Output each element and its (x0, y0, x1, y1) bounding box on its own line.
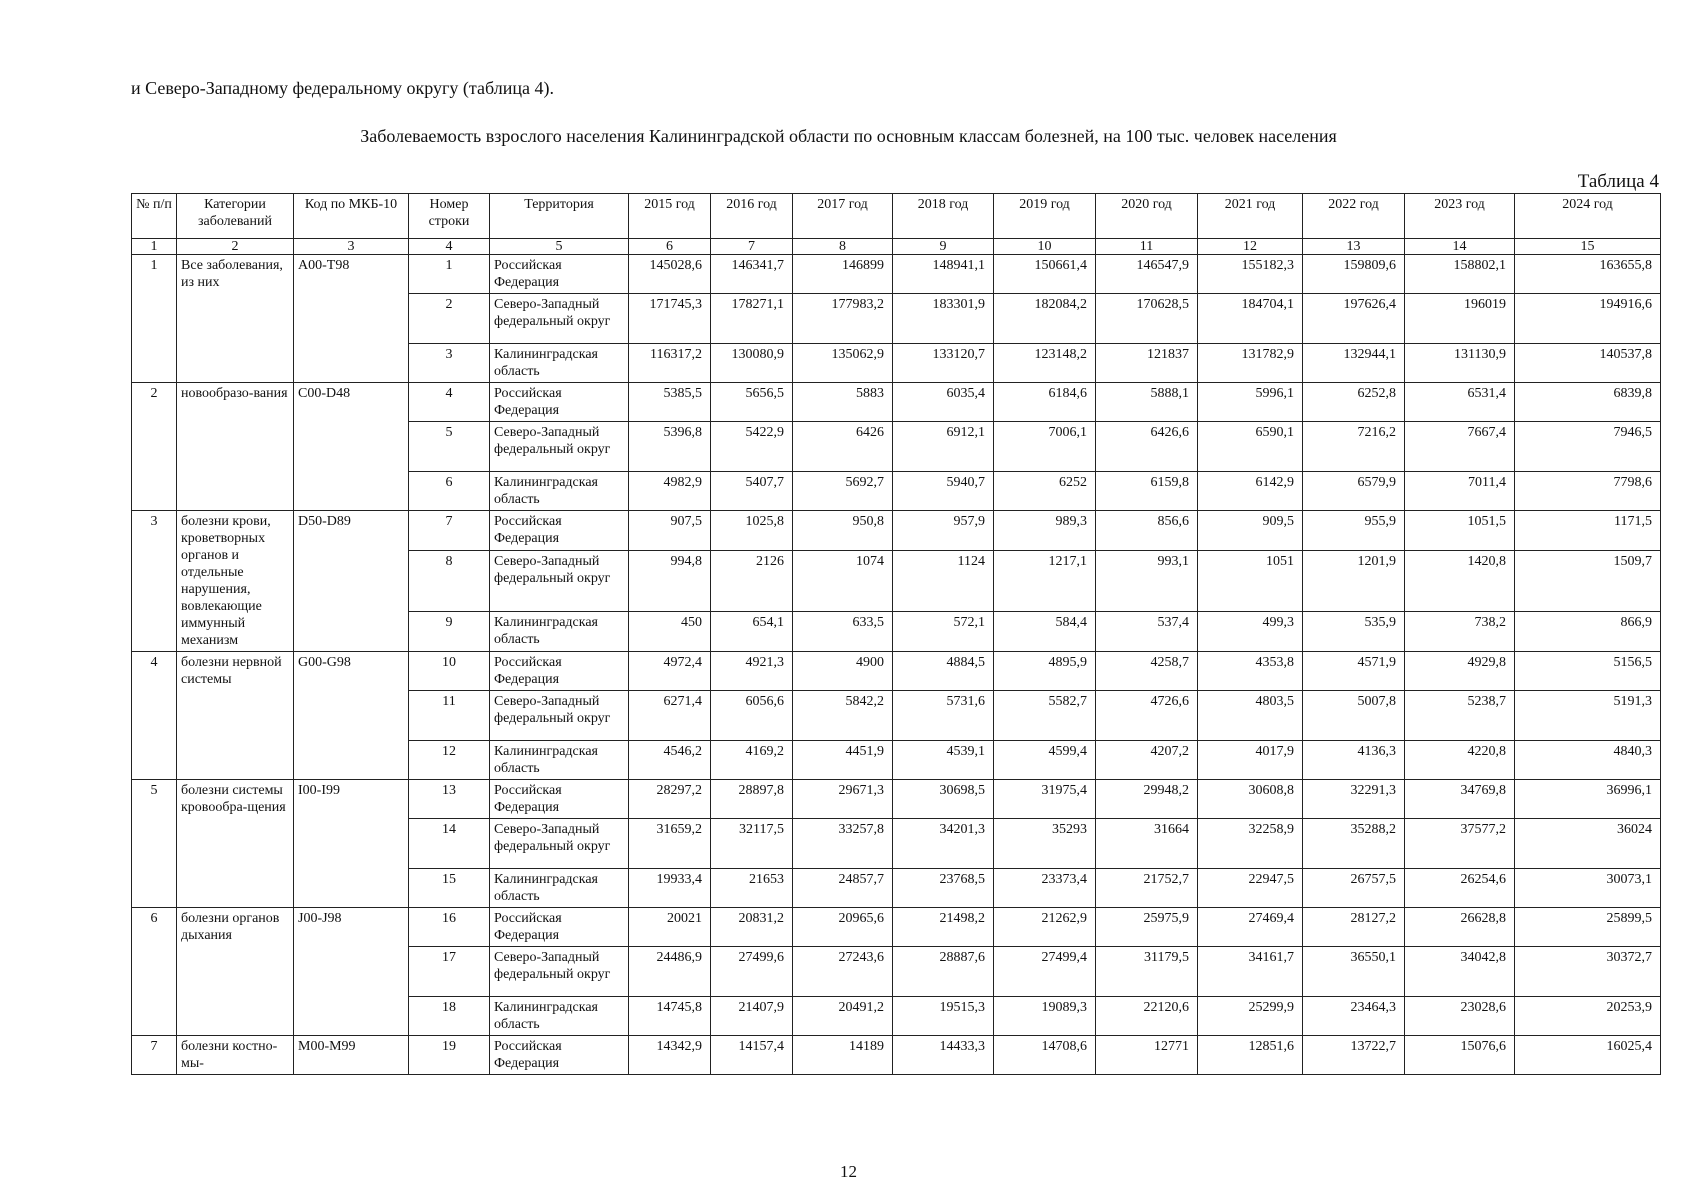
value-cell: 6252,8 (1303, 383, 1405, 422)
territory-cell: Калининградская область (490, 741, 629, 780)
value-cell: 163655,8 (1515, 255, 1661, 294)
value-cell: 28127,2 (1303, 908, 1405, 947)
value-cell: 13722,7 (1303, 1036, 1405, 1075)
value-cell: 22120,6 (1096, 997, 1198, 1036)
value-cell: 23768,5 (893, 869, 994, 908)
value-cell: 21407,9 (711, 997, 793, 1036)
territory-cell: Калининградская область (490, 611, 629, 651)
value-cell: 20965,6 (793, 908, 893, 947)
category-cell: болезни системы кровообра-щения (177, 780, 294, 908)
value-cell: 4726,6 (1096, 691, 1198, 741)
column-number: 12 (1198, 239, 1303, 255)
value-cell: 12851,6 (1198, 1036, 1303, 1075)
table-row (132, 908, 1661, 947)
column-number: 4 (409, 239, 490, 255)
group-number-cell: 1 (132, 255, 177, 383)
line-number-cell: 10 (409, 652, 490, 691)
line-number-cell: 3 (409, 344, 490, 383)
territory-cell: Российская Федерация (490, 1036, 629, 1075)
value-cell: 5731,6 (893, 691, 994, 741)
table-row (132, 383, 1661, 422)
value-cell: 5582,7 (994, 691, 1096, 741)
line-number-cell: 14 (409, 819, 490, 869)
line-number-cell: 11 (409, 691, 490, 741)
column-number: 8 (793, 239, 893, 255)
value-cell: 159809,6 (1303, 255, 1405, 294)
value-cell: 7006,1 (994, 422, 1096, 472)
value-cell: 14157,4 (711, 1036, 793, 1075)
territory-cell: Северо-Западный федеральный округ (490, 422, 629, 472)
group-number-cell: 7 (132, 1036, 177, 1075)
value-cell: 23464,3 (1303, 997, 1405, 1036)
value-cell: 132944,1 (1303, 344, 1405, 383)
column-header: № п/п (132, 194, 177, 239)
category-cell: болезни органов дыхания (177, 908, 294, 1036)
line-number-cell: 5 (409, 422, 490, 472)
value-cell: 4017,9 (1198, 741, 1303, 780)
value-cell: 35293 (994, 819, 1096, 869)
value-cell: 196019 (1405, 294, 1515, 344)
column-header: 2024 год (1515, 194, 1661, 239)
value-cell: 4803,5 (1198, 691, 1303, 741)
value-cell: 21262,9 (994, 908, 1096, 947)
table-label: Таблица 4 (1577, 171, 1659, 192)
value-cell: 26254,6 (1405, 869, 1515, 908)
value-cell: 6184,6 (994, 383, 1096, 422)
value-cell: 866,9 (1515, 611, 1661, 651)
value-cell: 4539,1 (893, 741, 994, 780)
column-number: 10 (994, 239, 1096, 255)
header-row (132, 194, 1661, 239)
value-cell: 6912,1 (893, 422, 994, 472)
value-cell: 145028,6 (629, 255, 711, 294)
value-cell: 4451,9 (793, 741, 893, 780)
value-cell: 170628,5 (1096, 294, 1198, 344)
table-caption: Заболеваемость взрослого населения Калининградской области по основным классам болезней, на 100 тыс. человек населения (360, 126, 1337, 146)
column-header: 2023 год (1405, 194, 1515, 239)
value-cell: 146899 (793, 255, 893, 294)
value-cell: 6531,4 (1405, 383, 1515, 422)
value-cell: 23028,6 (1405, 997, 1515, 1036)
value-cell: 907,5 (629, 511, 711, 551)
line-number-cell: 1 (409, 255, 490, 294)
value-cell: 1051,5 (1405, 511, 1515, 551)
column-header: Территория (490, 194, 629, 239)
column-header: 2015 год (629, 194, 711, 239)
line-number-cell: 8 (409, 551, 490, 611)
value-cell: 31975,4 (994, 780, 1096, 819)
value-cell: 4840,3 (1515, 741, 1661, 780)
category-cell: болезни крови, кроветворных органов и отдельные нарушения, вовлекающие иммунный механизм (177, 511, 294, 652)
value-cell: 32117,5 (711, 819, 793, 869)
value-cell: 6579,9 (1303, 472, 1405, 511)
value-cell: 27243,6 (793, 947, 893, 997)
value-cell: 34201,3 (893, 819, 994, 869)
value-cell: 146547,9 (1096, 255, 1198, 294)
column-header: Код по МКБ-10 (294, 194, 409, 239)
column-number: 7 (711, 239, 793, 255)
value-cell: 37577,2 (1405, 819, 1515, 869)
territory-cell: Российская Федерация (490, 511, 629, 551)
value-cell: 194916,6 (1515, 294, 1661, 344)
line-number-cell: 2 (409, 294, 490, 344)
line-number-cell: 17 (409, 947, 490, 997)
value-cell: 1509,7 (1515, 551, 1661, 611)
value-cell: 957,9 (893, 511, 994, 551)
value-cell: 16025,4 (1515, 1036, 1661, 1075)
value-cell: 31659,2 (629, 819, 711, 869)
territory-cell: Северо-Западный федеральный округ (490, 551, 629, 611)
group-number-cell: 4 (132, 652, 177, 780)
value-cell: 6590,1 (1198, 422, 1303, 472)
value-cell: 5156,5 (1515, 652, 1661, 691)
line-number-cell: 13 (409, 780, 490, 819)
value-cell: 35288,2 (1303, 819, 1405, 869)
line-number-cell: 6 (409, 472, 490, 511)
value-cell: 29948,2 (1096, 780, 1198, 819)
value-cell: 5842,2 (793, 691, 893, 741)
icd-code-cell: I00-I99 (294, 780, 409, 908)
value-cell: 36024 (1515, 819, 1661, 869)
value-cell: 28897,8 (711, 780, 793, 819)
line-number-cell: 15 (409, 869, 490, 908)
column-header: 2020 год (1096, 194, 1198, 239)
table-row (132, 652, 1661, 691)
line-number-cell: 19 (409, 1036, 490, 1075)
value-cell: 1051 (1198, 551, 1303, 611)
column-number: 11 (1096, 239, 1198, 255)
value-cell: 171745,3 (629, 294, 711, 344)
value-cell: 1217,1 (994, 551, 1096, 611)
group-number-cell: 2 (132, 383, 177, 511)
value-cell: 1124 (893, 551, 994, 611)
value-cell: 24486,9 (629, 947, 711, 997)
value-cell: 32291,3 (1303, 780, 1405, 819)
line-number-cell: 16 (409, 908, 490, 947)
value-cell: 5940,7 (893, 472, 994, 511)
value-cell: 450 (629, 611, 711, 651)
value-cell: 20021 (629, 908, 711, 947)
value-cell: 499,3 (1198, 611, 1303, 651)
value-cell: 31664 (1096, 819, 1198, 869)
value-cell: 4599,4 (994, 741, 1096, 780)
value-cell: 537,4 (1096, 611, 1198, 651)
line-number-cell: 18 (409, 997, 490, 1036)
value-cell: 21653 (711, 869, 793, 908)
value-cell: 29671,3 (793, 780, 893, 819)
value-cell: 654,1 (711, 611, 793, 651)
value-cell: 5996,1 (1198, 383, 1303, 422)
table-row (132, 1036, 1661, 1075)
value-cell: 738,2 (1405, 611, 1515, 651)
icd-code-cell: G00-G98 (294, 652, 409, 780)
value-cell: 7216,2 (1303, 422, 1405, 472)
value-cell: 30698,5 (893, 780, 994, 819)
value-cell: 6252 (994, 472, 1096, 511)
value-cell: 25899,5 (1515, 908, 1661, 947)
value-cell: 584,4 (994, 611, 1096, 651)
column-number: 1 (132, 239, 177, 255)
value-cell: 955,9 (1303, 511, 1405, 551)
territory-cell: Калининградская область (490, 869, 629, 908)
value-cell: 989,3 (994, 511, 1096, 551)
group-number-cell: 3 (132, 511, 177, 652)
group-number-cell: 6 (132, 908, 177, 1036)
value-cell: 1420,8 (1405, 551, 1515, 611)
value-cell: 5238,7 (1405, 691, 1515, 741)
value-cell: 950,8 (793, 511, 893, 551)
value-cell: 535,9 (1303, 611, 1405, 651)
value-cell: 6056,6 (711, 691, 793, 741)
value-cell: 4353,8 (1198, 652, 1303, 691)
column-header: 2016 год (711, 194, 793, 239)
morbidity-table (131, 193, 1661, 1075)
value-cell: 184704,1 (1198, 294, 1303, 344)
territory-cell: Российская Федерация (490, 908, 629, 947)
value-cell: 1025,8 (711, 511, 793, 551)
category-cell: болезни костно-мы- (177, 1036, 294, 1075)
value-cell: 20831,2 (711, 908, 793, 947)
value-cell: 28887,6 (893, 947, 994, 997)
value-cell: 7798,6 (1515, 472, 1661, 511)
column-number: 9 (893, 239, 994, 255)
intro-text: и Северо-Западному федеральному округу (таблица 4). (131, 78, 554, 98)
value-cell: 7946,5 (1515, 422, 1661, 472)
value-cell: 6159,8 (1096, 472, 1198, 511)
value-cell: 12771 (1096, 1036, 1198, 1075)
value-cell: 5396,8 (629, 422, 711, 472)
value-cell: 182084,2 (994, 294, 1096, 344)
value-cell: 140537,8 (1515, 344, 1661, 383)
value-cell: 993,1 (1096, 551, 1198, 611)
value-cell: 177983,2 (793, 294, 893, 344)
column-number: 6 (629, 239, 711, 255)
category-cell: болезни нервной системы (177, 652, 294, 780)
value-cell: 19515,3 (893, 997, 994, 1036)
value-cell: 5385,5 (629, 383, 711, 422)
value-cell: 20253,9 (1515, 997, 1661, 1036)
value-cell: 4884,5 (893, 652, 994, 691)
value-cell: 5407,7 (711, 472, 793, 511)
territory-cell: Калининградская область (490, 344, 629, 383)
value-cell: 27499,4 (994, 947, 1096, 997)
value-cell: 7011,4 (1405, 472, 1515, 511)
line-number-cell: 9 (409, 611, 490, 651)
value-cell: 34042,8 (1405, 947, 1515, 997)
value-cell: 4136,3 (1303, 741, 1405, 780)
value-cell: 178271,1 (711, 294, 793, 344)
value-cell: 4258,7 (1096, 652, 1198, 691)
value-cell: 6035,4 (893, 383, 994, 422)
value-cell: 6142,9 (1198, 472, 1303, 511)
value-cell: 30608,8 (1198, 780, 1303, 819)
value-cell: 27469,4 (1198, 908, 1303, 947)
page-number: 12 (840, 1162, 857, 1181)
value-cell: 197626,4 (1303, 294, 1405, 344)
column-header: 2018 год (893, 194, 994, 239)
value-cell: 14708,6 (994, 1036, 1096, 1075)
territory-cell: Северо-Западный федеральный округ (490, 819, 629, 869)
value-cell: 130080,9 (711, 344, 793, 383)
value-cell: 856,6 (1096, 511, 1198, 551)
value-cell: 26628,8 (1405, 908, 1515, 947)
column-number-row (132, 239, 1661, 255)
value-cell: 135062,9 (793, 344, 893, 383)
value-cell: 4921,3 (711, 652, 793, 691)
value-cell: 15076,6 (1405, 1036, 1515, 1075)
value-cell: 14342,9 (629, 1036, 711, 1075)
value-cell: 28297,2 (629, 780, 711, 819)
icd-code-cell: D50-D89 (294, 511, 409, 652)
value-cell: 155182,3 (1198, 255, 1303, 294)
value-cell: 1074 (793, 551, 893, 611)
table-row (132, 780, 1661, 819)
value-cell: 25975,9 (1096, 908, 1198, 947)
category-cell: новообразо-вания (177, 383, 294, 511)
territory-cell: Северо-Западный федеральный округ (490, 691, 629, 741)
value-cell: 116317,2 (629, 344, 711, 383)
value-cell: 4546,2 (629, 741, 711, 780)
line-number-cell: 12 (409, 741, 490, 780)
territory-cell: Российская Федерация (490, 652, 629, 691)
column-number: 15 (1515, 239, 1661, 255)
value-cell: 150661,4 (994, 255, 1096, 294)
group-number-cell: 5 (132, 780, 177, 908)
value-cell: 148941,1 (893, 255, 994, 294)
value-cell: 4982,9 (629, 472, 711, 511)
icd-code-cell: A00-T98 (294, 255, 409, 383)
value-cell: 1171,5 (1515, 511, 1661, 551)
value-cell: 6426 (793, 422, 893, 472)
table-body (132, 255, 1661, 1075)
value-cell: 14433,3 (893, 1036, 994, 1075)
territory-cell: Российская Федерация (490, 780, 629, 819)
value-cell: 23373,4 (994, 869, 1096, 908)
value-cell: 5191,3 (1515, 691, 1661, 741)
column-number: 5 (490, 239, 629, 255)
value-cell: 31179,5 (1096, 947, 1198, 997)
value-cell: 183301,9 (893, 294, 994, 344)
value-cell: 2126 (711, 551, 793, 611)
icd-code-cell: C00-D48 (294, 383, 409, 511)
value-cell: 5007,8 (1303, 691, 1405, 741)
value-cell: 4895,9 (994, 652, 1096, 691)
value-cell: 4929,8 (1405, 652, 1515, 691)
value-cell: 20491,2 (793, 997, 893, 1036)
value-cell: 5692,7 (793, 472, 893, 511)
value-cell: 19089,3 (994, 997, 1096, 1036)
value-cell: 22947,5 (1198, 869, 1303, 908)
line-number-cell: 4 (409, 383, 490, 422)
value-cell: 25299,9 (1198, 997, 1303, 1036)
value-cell: 633,5 (793, 611, 893, 651)
column-header: 2019 год (994, 194, 1096, 239)
value-cell: 572,1 (893, 611, 994, 651)
value-cell: 36550,1 (1303, 947, 1405, 997)
value-cell: 30372,7 (1515, 947, 1661, 997)
value-cell: 146341,7 (711, 255, 793, 294)
value-cell: 909,5 (1198, 511, 1303, 551)
territory-cell: Российская Федерация (490, 255, 629, 294)
territory-cell: Российская Федерация (490, 383, 629, 422)
value-cell: 24857,7 (793, 869, 893, 908)
value-cell: 33257,8 (793, 819, 893, 869)
value-cell: 5888,1 (1096, 383, 1198, 422)
territory-cell: Северо-Западный федеральный округ (490, 294, 629, 344)
value-cell: 1201,9 (1303, 551, 1405, 611)
column-header: Категории заболеваний (177, 194, 294, 239)
value-cell: 6839,8 (1515, 383, 1661, 422)
icd-code-cell: M00-M99 (294, 1036, 409, 1075)
value-cell: 36996,1 (1515, 780, 1661, 819)
value-cell: 123148,2 (994, 344, 1096, 383)
value-cell: 4207,2 (1096, 741, 1198, 780)
value-cell: 133120,7 (893, 344, 994, 383)
icd-code-cell: J00-J98 (294, 908, 409, 1036)
value-cell: 19933,4 (629, 869, 711, 908)
value-cell: 5883 (793, 383, 893, 422)
table-row (132, 511, 1661, 551)
value-cell: 32258,9 (1198, 819, 1303, 869)
value-cell: 34161,7 (1198, 947, 1303, 997)
value-cell: 131782,9 (1198, 344, 1303, 383)
value-cell: 6271,4 (629, 691, 711, 741)
territory-cell: Калининградская область (490, 997, 629, 1036)
value-cell: 4900 (793, 652, 893, 691)
territory-cell: Калининградская область (490, 472, 629, 511)
value-cell: 21752,7 (1096, 869, 1198, 908)
value-cell: 14189 (793, 1036, 893, 1075)
column-number: 13 (1303, 239, 1405, 255)
value-cell: 131130,9 (1405, 344, 1515, 383)
column-header: 2017 год (793, 194, 893, 239)
value-cell: 34769,8 (1405, 780, 1515, 819)
value-cell: 994,8 (629, 551, 711, 611)
line-number-cell: 7 (409, 511, 490, 551)
value-cell: 4571,9 (1303, 652, 1405, 691)
column-header: 2022 год (1303, 194, 1405, 239)
value-cell: 121837 (1096, 344, 1198, 383)
territory-cell: Северо-Западный федеральный округ (490, 947, 629, 997)
category-cell: Все заболевания, из них (177, 255, 294, 383)
column-header: Номер строки (409, 194, 490, 239)
value-cell: 4972,4 (629, 652, 711, 691)
column-number: 14 (1405, 239, 1515, 255)
value-cell: 27499,6 (711, 947, 793, 997)
value-cell: 5422,9 (711, 422, 793, 472)
value-cell: 4169,2 (711, 741, 793, 780)
value-cell: 26757,5 (1303, 869, 1405, 908)
column-number: 3 (294, 239, 409, 255)
value-cell: 4220,8 (1405, 741, 1515, 780)
value-cell: 6426,6 (1096, 422, 1198, 472)
value-cell: 14745,8 (629, 997, 711, 1036)
value-cell: 7667,4 (1405, 422, 1515, 472)
table-row (132, 255, 1661, 294)
value-cell: 5656,5 (711, 383, 793, 422)
value-cell: 158802,1 (1405, 255, 1515, 294)
value-cell: 21498,2 (893, 908, 994, 947)
column-header: 2021 год (1198, 194, 1303, 239)
value-cell: 30073,1 (1515, 869, 1661, 908)
column-number: 2 (177, 239, 294, 255)
